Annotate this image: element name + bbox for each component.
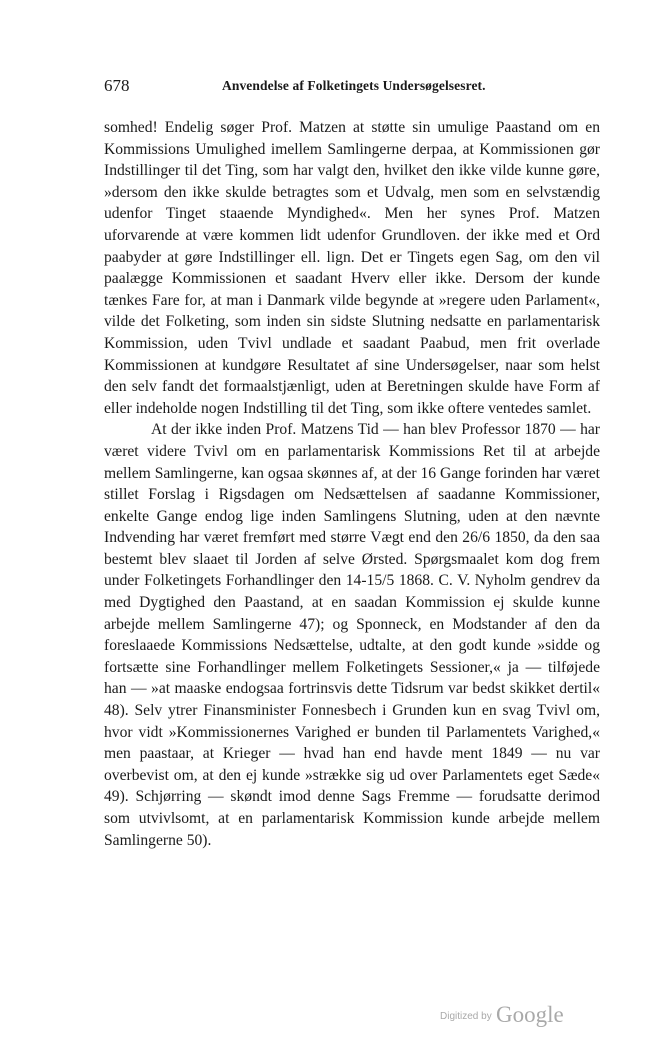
page-body [104,117,600,851]
paragraph: At der ikke inden Prof. Matzens Tid — han blev Professor 1870 — har været videre Tvivl om en parlamentarisk Kommissions Ret til at arbejde mellem Samlingerne, kan ogsaa skønnes af, at der 16 Gange forinden har været stillet Forslag i Rigsdagen om Nedsættelsen af saadanne Kommissioner, enkelte Gange endog lige inden Samlingens Slutning, uden at den nævnte Indvending har været fremført med større Vægt end den 26/6 1850, da den saa bestemt blev slaaet til Jorden af selve Ørsted. Spørgsmaalet kom dog frem under Folketingets Forhandlinger den 14-15/5 1868. C. V. Nyholm gendrev da med Dygtighed den Paastand, at en saadan Kommission ej skulde kunne arbejde mellem Samlingerne 47); og Sponneck, en Modstander af den da foreslaaede Kommissions Nedsættelse, udtalte, at den godt kunde »sidde og fortsætte sine Forhandlinger mellem Folketingets Sessioner,« ja — tilføjede han — »at maaske endogsaa fortrinsvis dette Tidsrum var bedst skikket dertil« 48). Selv ytrer Finansminister Fonnesbech i Grunden kun en svag Tvivl om, hvor vidt »Kommissionernes Varighed er bunden til Parlamentets Varighed,« men paastaar, at Krieger — hvad han end havde ment 1849 — nu var overbevist om, at den ej kunde »strække sig ud over Parlamentets eget Sæde« 49). Schjørring — skøndt imod denne Sags Fremme — forudsatte derimod som utvivlsomt, at en parlamentarisk Kommission kunde arbejde mellem Samlingerne 50). [104,421,600,849]
page-number: 678 [104,76,130,95]
google-logo: Google [496,1002,564,1027]
running-title: Anvendelse af Folketingets Undersøgelsesret. [222,78,486,93]
digitized-label: Digitized by [440,1011,492,1022]
digitized-watermark [440,998,580,1028]
page-header [104,76,600,100]
paragraph: somhed! Endelig søger Prof. Matzen at støtte sin umulige Paastand om en Kommissions Umulighed imellem Samlingerne derpaa, at Kommissionen gør Indstillinger til det Ting, som har valgt den, hvilket den ikke vilde kunne gøre, »dersom den ikke skulde betragtes som et Udvalg, men som en selvstændig udenfor Tinget staaende Myndighed«. Men her synes Prof. Matzen uforvarende at være kommen lidt udenfor Grundloven. der ikke med et Ord paabyder at gøre Indstillinger ell. lign. Det er Tingets egen Sag, om den vil paalægge Kommissionen et saadant Hverv eller ikke. Dersom der kunde tænkes Fare for, at man i Danmark vilde begynde at »regere uden Parlament«, vilde det Folketing, som inden sin sidste Slutning nedsatte en parlamentarisk Kommission, uden Tvivl undlade et saadant Paabud, men frit overlade Kommissionen at kundgøre Resultatet af sine Undersøgelser, naar som helst den selv fandt det formaalstjænligt, uden at Beretningen skulde have Form af eller indeholde nogen Indstilling til det Ting, som ikke oftere ventedes samlet. [104,119,600,417]
